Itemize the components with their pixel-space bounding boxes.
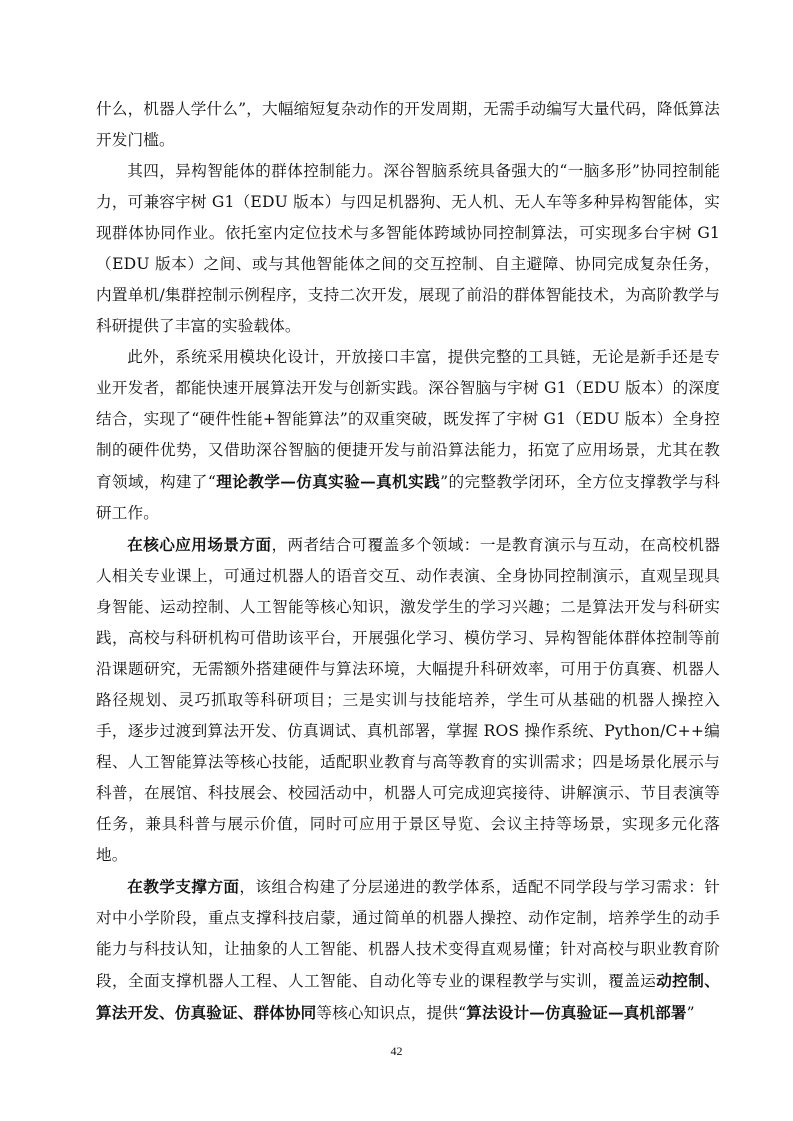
paragraph-3: [96, 342, 720, 529]
page-number: 42: [390, 1044, 403, 1058]
text-segment: ”: [686, 1004, 695, 1022]
text-segment: 其四，异构智能体的群体控制能力。深谷智脑系统具备强大的“一脑多形”协同控制能力，可兼容宇树 G1（EDU 版本）与四足机器狗、无人机、无人车等多种异构智能体，实现群体协同作业。依托室内定位技术与多智能体跨域协同控制算法，可实现多台宇树 G1（EDU 版本）之间、或与其他智能体之间的交互控制、自主避障、协同完成复杂任务，内置单机/集群控制示例程序，支持二次开发，展现了前沿的群体智能技术，为高阶教学与科研提供了丰富的实验载体。: [96, 162, 720, 335]
paragraph-4: [96, 529, 720, 871]
document-page: [96, 94, 720, 1029]
paragraph-5: [96, 871, 720, 1029]
paragraph-2: [96, 156, 720, 342]
text-segment: 等核心知识点，提供“: [316, 1004, 467, 1022]
section-heading-inline: 在教学支撑方面: [127, 877, 240, 896]
text-segment: ，该组合构建了分层递进的教学体系，适配不同学段与学习需求：针对中小学阶段，重点支撑科技启蒙，通过简单的机器人操控、动作定制，培养学生的动手能力与科技认知，让抽象的人工智能、机器人技术变得直观易懂；针对高校与职业教育阶段，全面支撑机器人工程、人工智能、自动化等专业的课程教学与实训，覆盖运: [96, 878, 720, 990]
section-heading-inline: 在核心应用场景方面: [127, 535, 272, 554]
text-segment: ，两者结合可覆盖多个领域：一是教育演示与互动，在高校机器人相关专业课上，可通过机器人的语音交互、动作表演、全身协同控制演示，直观呈现具身智能、运动控制、人工智能等核心知识，激发学生的学习兴趣；二是算法开发与科研实践，高校与科研机构可借助该平台，开展强化学习、模仿学习、异构智能体群体控制等前沿课题研究，无需额外搭建硬件与算法环境，大幅提升科研效率，可用于仿真赛、机器人路径规划、灵巧抓取等科研项目；三是实训与技能培养，学生可从基础的机器人操控入手，逐步过渡到算法开发、仿真调试、真机部署，掌握 ROS 操作系统、Python/C++编程、人工智能算法等核心技能，适配职业教育与高等教育的实训需求；四是场景化展示与科普，在展馆、科技展会、校园活动中，机器人可完成迎宾接待、讲解演示、节目表演等任务，兼具科普与展示价值，同时可应用于景区导览、会议主持等场景，实现多元化落地。: [96, 536, 720, 864]
bold-text-segment: 算法设计—仿真验证—真机部署: [466, 1003, 687, 1022]
text-segment: 此外，系统采用模块化设计，开放接口丰富，提供完整的工具链，无论是新手还是专业开发者，都能快速开展算法开发与创新实践。深谷智脑与宇树 G1（EDU 版本）的深度结合，实现了“硬件性能+智能算法”的双重突破，既发挥了宇树 G1（EDU 版本）全身控制的硬件优势，又借助深谷智脑的便捷开发与前沿算法能力，拓宽了应用场景，尤其在教育领域，构建了“: [96, 348, 720, 491]
bold-text-segment: 动控制、算法开发、仿真验证、群体协同: [96, 971, 720, 1022]
bold-text-segment: 理论教学—仿真实验—真机实践: [216, 472, 441, 491]
text-segment: 什么，机器人学什么”，大幅缩短复杂动作的开发周期，无需手动编写大量代码，降低算法开发门槛。: [96, 100, 720, 149]
paragraph-1: [96, 94, 720, 156]
text-segment: ”的完整教学闭环，全方位支撑教学与科研工作。: [96, 473, 720, 522]
